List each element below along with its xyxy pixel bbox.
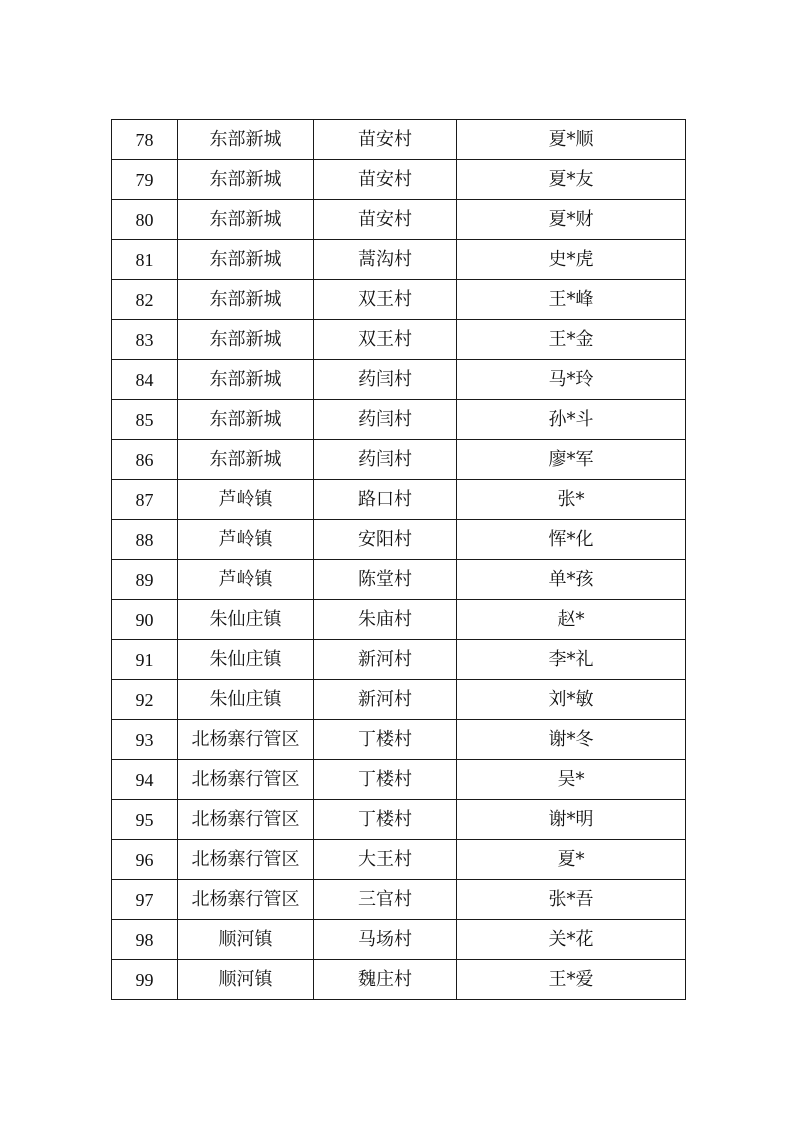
village-cell: 丁楼村 bbox=[314, 720, 457, 760]
row-number-cell: 88 bbox=[112, 520, 178, 560]
roster-table-body bbox=[112, 120, 686, 1000]
table-row bbox=[112, 960, 686, 1000]
village-cell: 双王村 bbox=[314, 320, 457, 360]
table-row bbox=[112, 240, 686, 280]
village-cell: 大王村 bbox=[314, 840, 457, 880]
row-number-cell: 87 bbox=[112, 480, 178, 520]
row-number-cell: 82 bbox=[112, 280, 178, 320]
row-number-cell: 78 bbox=[112, 120, 178, 160]
person-name-cell: 李*礼 bbox=[457, 640, 686, 680]
table-row bbox=[112, 720, 686, 760]
row-number-cell: 83 bbox=[112, 320, 178, 360]
person-name-cell: 恽*化 bbox=[457, 520, 686, 560]
town-cell: 顺河镇 bbox=[178, 920, 314, 960]
person-name-cell: 夏*财 bbox=[457, 200, 686, 240]
person-name-cell: 单*孩 bbox=[457, 560, 686, 600]
row-number-cell: 99 bbox=[112, 960, 178, 1000]
town-cell: 朱仙庄镇 bbox=[178, 640, 314, 680]
town-cell: 芦岭镇 bbox=[178, 520, 314, 560]
row-number-cell: 97 bbox=[112, 880, 178, 920]
person-name-cell: 孙*斗 bbox=[457, 400, 686, 440]
town-cell: 北杨寨行管区 bbox=[178, 840, 314, 880]
person-name-cell: 张*吾 bbox=[457, 880, 686, 920]
row-number-cell: 84 bbox=[112, 360, 178, 400]
person-name-cell: 刘*敏 bbox=[457, 680, 686, 720]
town-cell: 东部新城 bbox=[178, 160, 314, 200]
table-row bbox=[112, 320, 686, 360]
table-row bbox=[112, 200, 686, 240]
village-cell: 药闫村 bbox=[314, 400, 457, 440]
town-cell: 东部新城 bbox=[178, 400, 314, 440]
table-row bbox=[112, 160, 686, 200]
table-row bbox=[112, 840, 686, 880]
table-row bbox=[112, 640, 686, 680]
village-cell: 新河村 bbox=[314, 680, 457, 720]
table-row bbox=[112, 600, 686, 640]
row-number-cell: 80 bbox=[112, 200, 178, 240]
table-row bbox=[112, 360, 686, 400]
table-row bbox=[112, 880, 686, 920]
row-number-cell: 85 bbox=[112, 400, 178, 440]
row-number-cell: 98 bbox=[112, 920, 178, 960]
person-name-cell: 廖*军 bbox=[457, 440, 686, 480]
person-name-cell: 史*虎 bbox=[457, 240, 686, 280]
village-cell: 魏庄村 bbox=[314, 960, 457, 1000]
row-number-cell: 96 bbox=[112, 840, 178, 880]
town-cell: 芦岭镇 bbox=[178, 480, 314, 520]
table-row bbox=[112, 800, 686, 840]
town-cell: 东部新城 bbox=[178, 200, 314, 240]
row-number-cell: 89 bbox=[112, 560, 178, 600]
village-cell: 丁楼村 bbox=[314, 800, 457, 840]
person-name-cell: 赵* bbox=[457, 600, 686, 640]
row-number-cell: 93 bbox=[112, 720, 178, 760]
table-row bbox=[112, 560, 686, 600]
person-name-cell: 吴* bbox=[457, 760, 686, 800]
town-cell: 朱仙庄镇 bbox=[178, 600, 314, 640]
town-cell: 北杨寨行管区 bbox=[178, 760, 314, 800]
person-name-cell: 王*爱 bbox=[457, 960, 686, 1000]
table-row bbox=[112, 920, 686, 960]
person-name-cell: 谢*明 bbox=[457, 800, 686, 840]
village-cell: 苗安村 bbox=[314, 120, 457, 160]
village-cell: 苗安村 bbox=[314, 200, 457, 240]
village-cell: 丁楼村 bbox=[314, 760, 457, 800]
town-cell: 芦岭镇 bbox=[178, 560, 314, 600]
village-cell: 药闫村 bbox=[314, 440, 457, 480]
person-name-cell: 夏*友 bbox=[457, 160, 686, 200]
village-cell: 双王村 bbox=[314, 280, 457, 320]
village-cell: 药闫村 bbox=[314, 360, 457, 400]
person-name-cell: 关*花 bbox=[457, 920, 686, 960]
village-cell: 马场村 bbox=[314, 920, 457, 960]
village-cell: 朱庙村 bbox=[314, 600, 457, 640]
town-cell: 东部新城 bbox=[178, 320, 314, 360]
table-row bbox=[112, 520, 686, 560]
village-cell: 陈堂村 bbox=[314, 560, 457, 600]
table-row bbox=[112, 280, 686, 320]
row-number-cell: 79 bbox=[112, 160, 178, 200]
town-cell: 北杨寨行管区 bbox=[178, 720, 314, 760]
roster-table bbox=[111, 119, 686, 1000]
village-cell: 蒿沟村 bbox=[314, 240, 457, 280]
person-name-cell: 马*玲 bbox=[457, 360, 686, 400]
table-row bbox=[112, 120, 686, 160]
village-cell: 三官村 bbox=[314, 880, 457, 920]
person-name-cell: 谢*冬 bbox=[457, 720, 686, 760]
town-cell: 东部新城 bbox=[178, 440, 314, 480]
table-row bbox=[112, 440, 686, 480]
village-cell: 路口村 bbox=[314, 480, 457, 520]
town-cell: 北杨寨行管区 bbox=[178, 880, 314, 920]
table-row bbox=[112, 400, 686, 440]
town-cell: 东部新城 bbox=[178, 360, 314, 400]
village-cell: 新河村 bbox=[314, 640, 457, 680]
row-number-cell: 95 bbox=[112, 800, 178, 840]
town-cell: 东部新城 bbox=[178, 120, 314, 160]
person-name-cell: 夏* bbox=[457, 840, 686, 880]
table-row bbox=[112, 680, 686, 720]
town-cell: 北杨寨行管区 bbox=[178, 800, 314, 840]
row-number-cell: 91 bbox=[112, 640, 178, 680]
row-number-cell: 81 bbox=[112, 240, 178, 280]
row-number-cell: 94 bbox=[112, 760, 178, 800]
town-cell: 东部新城 bbox=[178, 240, 314, 280]
row-number-cell: 90 bbox=[112, 600, 178, 640]
town-cell: 顺河镇 bbox=[178, 960, 314, 1000]
person-name-cell: 夏*顺 bbox=[457, 120, 686, 160]
person-name-cell: 王*金 bbox=[457, 320, 686, 360]
table-row bbox=[112, 760, 686, 800]
village-cell: 安阳村 bbox=[314, 520, 457, 560]
table-row bbox=[112, 480, 686, 520]
town-cell: 东部新城 bbox=[178, 280, 314, 320]
row-number-cell: 92 bbox=[112, 680, 178, 720]
village-cell: 苗安村 bbox=[314, 160, 457, 200]
person-name-cell: 王*峰 bbox=[457, 280, 686, 320]
town-cell: 朱仙庄镇 bbox=[178, 680, 314, 720]
row-number-cell: 86 bbox=[112, 440, 178, 480]
person-name-cell: 张* bbox=[457, 480, 686, 520]
